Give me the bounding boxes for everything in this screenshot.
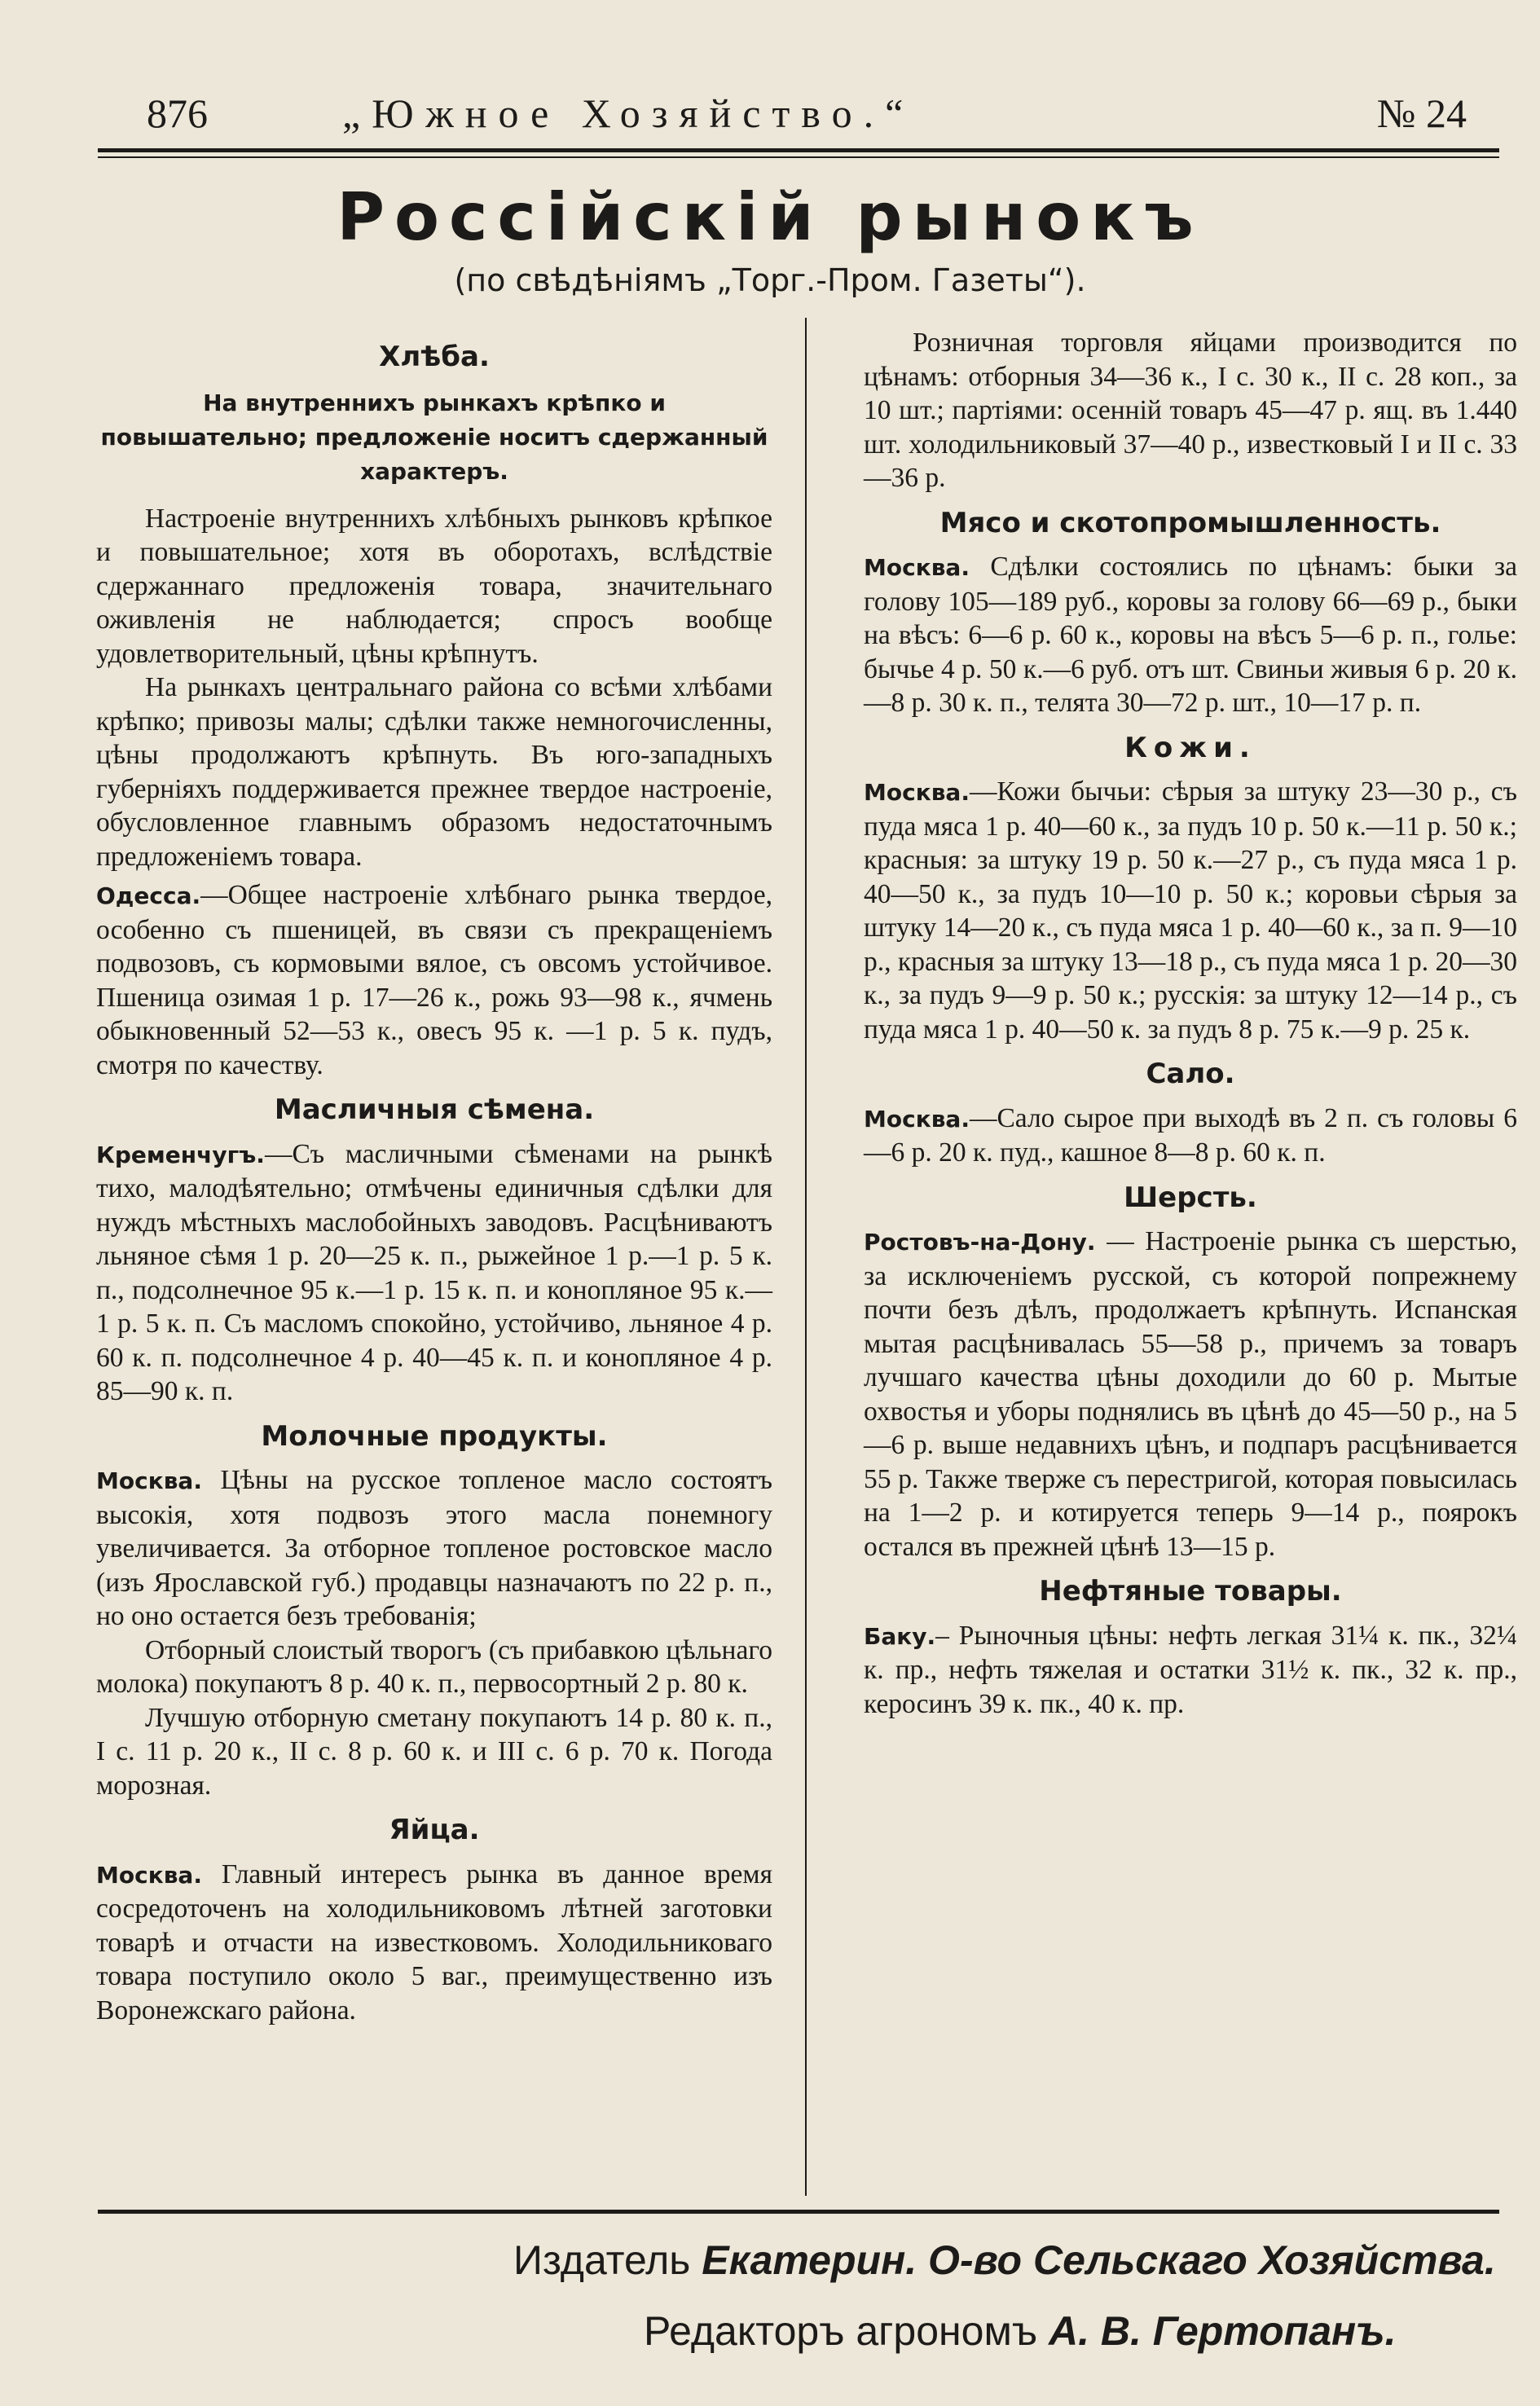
- section-heading-dairy: Молочные продукты.: [261, 1419, 608, 1453]
- eggs-paragraph-2: Розничная торговля яйцами производится по цѣнамъ: отборныя 34—36 к., I с. 30 к., II с. 28 коп., за 10 шт.; партіями: осенній товаръ 45—47 р. ящ. въ 1.440 шт. холодильниковый 37—40 р., известковый I и II с. 33—36 р.: [864, 328, 1517, 493]
- publisher-line: [513, 2237, 1496, 2284]
- meat-moscow-label: Москва.: [864, 554, 970, 581]
- kremenchug-text: —Съ масличными сѣменами на рынкѣ тихо, малодѣятельно; отмѣчены единичныя сдѣлки для нуждъ мѣстныхъ маслобойныхъ заводовъ. Расцѣниваютъ льняное сѣмя 1 р. 20—25 к. п., рыжейное 1 р.—1 р. 5 к. п., подсолнечное 95 к.—1 р. 15 к. п. и конопляное 95 к.—1 р. 5 к. п. Съ масломъ спокойно, устойчиво, льняное 4 р. 60 к. п. подсолнечное 4 р. 40—45 к. п. и конопляное 4 р. 85—90 к. п.: [96, 1138, 772, 1406]
- right-column: [864, 326, 1517, 2200]
- meat-paragraph: [864, 550, 1517, 720]
- editor-label: Редакторъ агрономъ: [644, 2308, 1038, 2354]
- section-heading-oilseeds: Масличныя сѣмена.: [274, 1093, 595, 1126]
- hides-moscow-text: —Кожи бычьи: сѣрыя за штуку 23—30 р., съ пуда мяса 1 р. 40—60 к., за пудъ 10 р. 50 к.—11 р. 50 к.; красныя: за штуку 19 р. 50 к.—27 р., съ пуда мяса 1 р. 40—50 к., за пудъ 10—10 р. 50 к.; коровьи сѣрыя за штуку 14—20 к., съ пуда мяса 1 р. 40—60 к., за п. 9—10 р., красныя за штуку 13—18 р., съ пуда мяса 1 р. 20—30 к., за пудъ 9—9 р. 50 к.; русскія: за штуку 12—14 р., съ пуда мяса 1 р. 40—50 к. за пудъ 8 р. 75 к.—9 р. 25 к.: [864, 776, 1517, 1045]
- article-subtitle: (по свѣдѣніямъ „Торг.-Пром. Газеты“).: [454, 262, 1086, 298]
- dairy-moscow-text: Цѣны на русское топленое масло состоятъ высокія, хотя подвозъ этого масла понемногу увеличивается. За отборное топленое ростовское масло (изъ Ярославской губ.) продавцы назначаютъ по 22 р. п., но оно остается безъ требованія;: [96, 1465, 772, 1631]
- publisher-name: Екатерин. О-во Сельскаго Хозяйства.: [702, 2237, 1496, 2283]
- editor-name: А. В. Гертопанъ.: [1049, 2308, 1397, 2354]
- oilseeds-paragraph: [96, 1137, 772, 1409]
- section-heading-eggs: Яйца.: [389, 1814, 480, 1846]
- wool-paragraph: [864, 1225, 1517, 1564]
- meat-moscow-text: Сдѣлки состоялись по цѣнамъ: быки за голову 105—189 руб., коровы за голову 66—69 р., быки на вѣсъ: 6—6 р. 60 к., коровы на вѣсъ 5—6 р. п., голье: бычье 4 р. 50 к.—6 руб. отъ шт. Свиньи живыя 6 р. 20 к.—8 р. 30 к. п., телята 30—72 р. шт., 10—17 р. п.: [864, 552, 1517, 718]
- bread-paragraph-odessa: [96, 878, 772, 1082]
- journal-title: „Южное Хозяйство.“: [342, 90, 915, 136]
- hides-paragraph: [864, 775, 1517, 1046]
- kremenchug-label: Кременчугъ.: [96, 1141, 265, 1168]
- section-heading-hides: Кожи.: [1124, 731, 1256, 764]
- header-rule-thick: [98, 148, 1499, 152]
- tallow-moscow-label: Москва.: [864, 1105, 970, 1133]
- article-title: Россійскій рынокъ: [337, 179, 1203, 255]
- oil-paragraph: [864, 1619, 1517, 1722]
- editor-line: [644, 2307, 1396, 2355]
- eggs-moscow-text: Главный интересъ рынка въ данное время сосредоточенъ на холодильниковомъ лѣтней заготовки товарѣ и отчасти на известковомъ. Холодильниковаго товара поступило около 5 ваг., преимущественно изъ Воронежскаго района.: [96, 1858, 772, 2026]
- footer-rule: [98, 2210, 1499, 2214]
- section-heading-meat: Мясо и скотопромышленность.: [939, 506, 1441, 539]
- dairy-moscow-label: Москва.: [96, 1467, 202, 1494]
- bread-summary: На внутреннихъ рынкахъ крѣпко и повышательно; предложеніе носитъ сдержанный характеръ.: [100, 389, 768, 485]
- section-heading-tallow: Сало.: [1146, 1058, 1235, 1090]
- issue-number: № 24: [1376, 90, 1467, 136]
- eggs-paragraph-1: [96, 1858, 772, 2028]
- baku-text: – Рыночныя цѣны: нефть легкая 31¼ к. пк., 32¼ к. пр., нефть тяжелая и остатки 31½ к. пк., 32 к. пр., керосинъ 39 к. пк., 40 к. пр.: [864, 1620, 1517, 1719]
- hides-moscow-label: Москва.: [864, 779, 970, 806]
- section-heading-bread: Хлѣба.: [379, 341, 490, 373]
- publisher-label: Издатель: [513, 2237, 691, 2283]
- header-rule-thin: [98, 156, 1499, 158]
- dairy-paragraph-3: Лучшую отборную сметану покупаютъ 14 р. 80 к. п., I с. 11 р. 20 к., II с. 8 р. 60 к. и III с. 6 р. 70 к. Погода морозная.: [96, 1702, 772, 1801]
- rostov-text: — Настроеніе рынка съ шерстью, за исключеніемъ русской, съ которой попрежнему почти безъ дѣлъ, продолжаетъ крѣпнуть. Испанская мытая расцѣнивалась 55—58 р., причемъ за товаръ лучшаго качества цѣны доходили до 60 р. Мытые охвостья и уборы поднялись въ цѣнѣ до 45—50 р., на 5—6 р. выше недавнихъ цѣнъ, и подпаръ расцѣнивается 55 р. Также тверже съ перестригой, которая повысилась на 1—2 р. и котируется теперь 9—14 р., поярокъ остался въ прежней цѣнѣ 13—15 р.: [864, 1226, 1517, 1562]
- odessa-text: —Общее настроеніе хлѣбнаго рынка твердое, особенно съ пшеницей, въ связи съ прекращеніемъ подвозовъ, съ кормовыми вялое, съ овсомъ устойчивое. Пшеница озимая 1 р. 17—26 к., рожь 93—98 к., ячмень обыкновенный 52—53 к., овесъ 95 к. —1 р. 5 к. пудъ, смотря по качеству.: [96, 880, 772, 1080]
- baku-label: Баку.: [864, 1622, 936, 1650]
- column-divider: [805, 318, 807, 2196]
- eggs-moscow-label: Москва.: [96, 1861, 202, 1889]
- dairy-paragraph-2: Отборный слоистый творогъ (съ прибавкою цѣльнаго молока) покупаютъ 8 р. 40 к. п., первосортный 2 р. 80 к.: [96, 1634, 772, 1699]
- bread-paragraph-2: На рынкахъ центральнаго района со всѣми хлѣбами крѣпко; привозы малы; сдѣлки также немногочисленны, цѣны продолжаютъ крѣпнуть. Въ юго-западныхъ губерніяхъ поддерживается прежнее твердое настроеніе, обусловленное главнымъ образомъ недостаточнымъ предложеніемъ товара.: [96, 672, 772, 872]
- bread-paragraph-1: Настроеніе внутреннихъ хлѣбныхъ рынковъ крѣпкое и повышательное; хотя въ оборотахъ, вслѣдствіе сдержаннаго предложенія товара, значительнаго оживленія не наблюдается; спросъ вообще удовлетворительный, цѣны крѣпнутъ.: [96, 503, 772, 669]
- section-heading-oil: Нефтяные товары.: [1039, 1575, 1342, 1608]
- section-heading-wool: Шерсть.: [1124, 1181, 1257, 1214]
- odessa-label: Одесса.: [96, 882, 201, 909]
- tallow-paragraph: [864, 1102, 1517, 1170]
- rostov-label: Ростовъ-на-Дону.: [864, 1229, 1096, 1256]
- tallow-moscow-text: —Сало сырое при выходѣ въ 2 п. съ головы 6—6 р. 20 к. пуд., кашное 8—8 р. 60 к. п.: [864, 1102, 1517, 1168]
- page-number: 876: [147, 90, 208, 136]
- dairy-paragraph-1: [96, 1463, 772, 1634]
- left-column: [96, 326, 772, 2200]
